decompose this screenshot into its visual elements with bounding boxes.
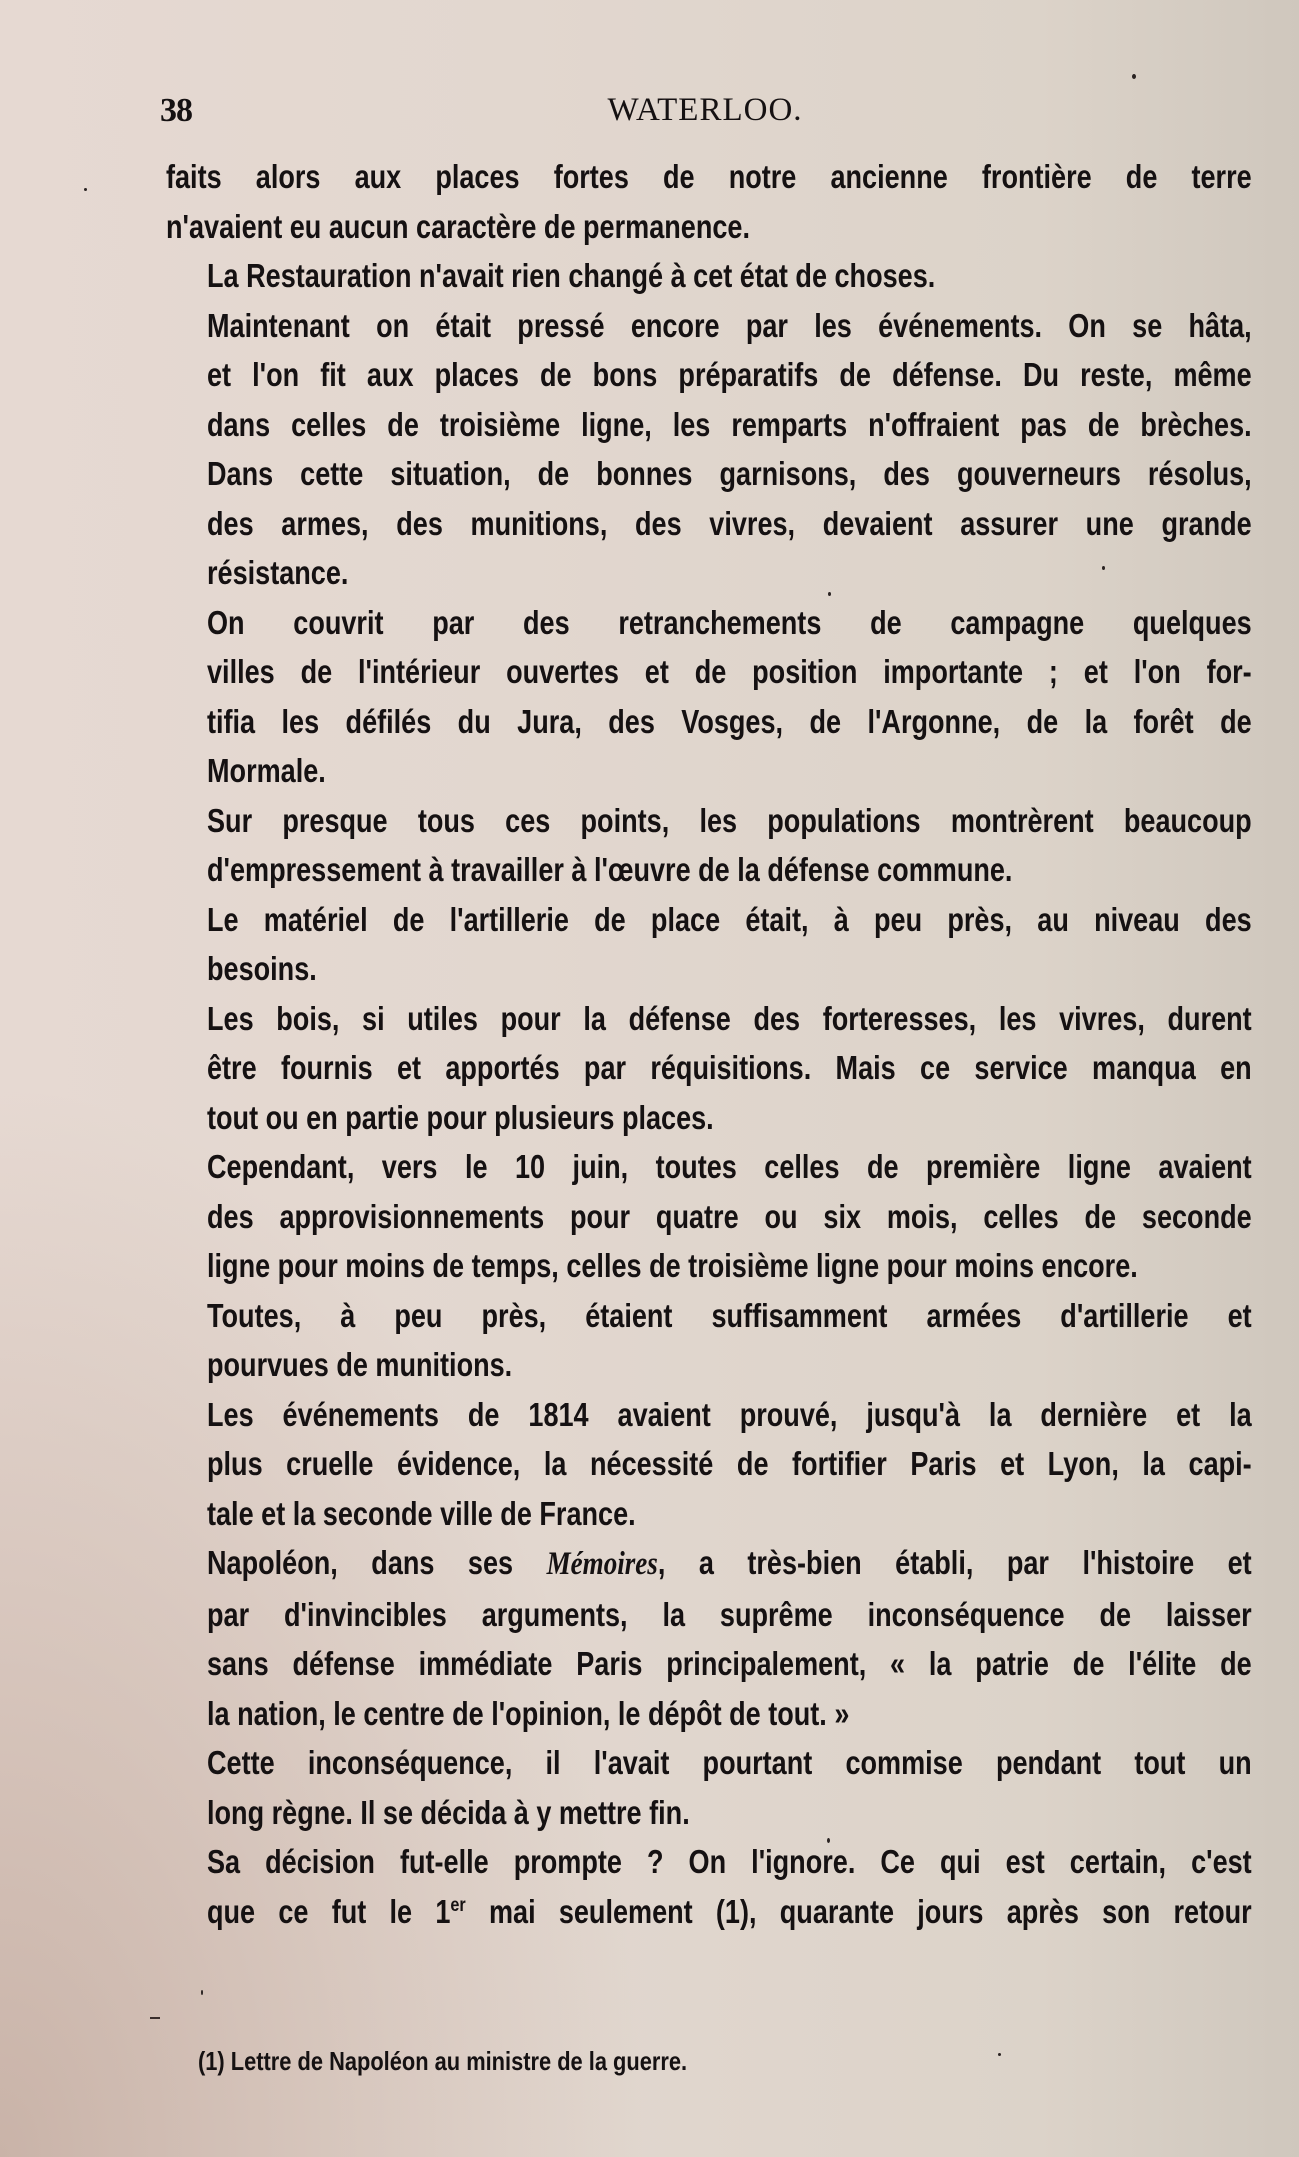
- text-line: besoins.: [207, 950, 317, 987]
- footnote-text: Lettre de Napoléon au ministre de la guerre.: [230, 2046, 688, 2076]
- text-span: mai seulement (1), quarante jours après son retour: [465, 1892, 1252, 1930]
- paper-speck: [828, 592, 831, 596]
- text-line: tale et la seconde ville de France.: [207, 1494, 636, 1532]
- paragraph-11: [166, 1538, 1252, 1738]
- page-number: 38: [160, 92, 192, 129]
- text-line: Cette inconséquence, il l'avait pourtant commise pendant tout un: [207, 1744, 1252, 1781]
- paragraph-3: [166, 301, 1252, 598]
- footnote-marker: (1): [198, 2046, 225, 2076]
- paragraph-7: [166, 994, 1252, 1143]
- text-line: Le matériel de l'artillerie de place était, à peu près, au niveau des: [207, 900, 1252, 938]
- text-line: La Restauration n'avait rien changé à cet état de choses.: [207, 257, 936, 294]
- text-line: Toutes, à peu près, étaient suffisamment armées d'artillerie et: [207, 1296, 1252, 1334]
- text-span: , a très-bien établi, par l'histoire et: [657, 1544, 1252, 1581]
- paragraph-13: [166, 1837, 1252, 1936]
- text-line: la nation, le centre de l'opinion, le dépôt de tout. »: [207, 1694, 850, 1732]
- text-line: On couvrit par des retranchements de campagne quelques: [207, 603, 1252, 641]
- text-line: n'avaient eu aucun caractère de permanence.: [166, 207, 750, 245]
- text-line: par d'invincibles arguments, la suprême inconséquence de laisser: [207, 1595, 1252, 1633]
- paragraph-1: [166, 152, 1252, 251]
- text-line: sans défense immédiate Paris principalement, « la patrie de l'élite de: [207, 1645, 1252, 1682]
- running-title: WATERLOO.: [607, 92, 803, 128]
- footnote-separator: [150, 2017, 160, 2019]
- text-line: villes de l'intérieur ouvertes et de position importante ; et l'on for-: [207, 653, 1252, 690]
- text-line: des armes, des munitions, des vivres, devaient assurer une grande: [207, 504, 1252, 542]
- text-line: Sa décision fut-elle prompte ? On l'ignore. Ce qui est certain, c'est: [207, 1843, 1252, 1880]
- text-line: Cependant, vers le 10 juin, toutes celles de première ligne avaient: [207, 1148, 1252, 1185]
- text-line: Les bois, si utiles pour la défense des forteresses, les vivres, durent: [207, 999, 1252, 1037]
- text-line: plus cruelle évidence, la nécessité de fortifier Paris et Lyon, la capi-: [207, 1445, 1252, 1482]
- paragraph-2: [166, 251, 1252, 301]
- paper-speck: [201, 1990, 203, 1995]
- text-line: être fournis et apportés par réquisitions. Mais ce service manqua en: [207, 1049, 1252, 1086]
- ordinal-superscript: er: [450, 1893, 466, 1916]
- paragraph-5: [166, 796, 1252, 895]
- text-line: long règne. Il se décida à y mettre fin.: [207, 1793, 690, 1831]
- paper-speck: [998, 2053, 1001, 2056]
- body-text: [166, 152, 1252, 1936]
- text-line: [166, 1887, 1252, 1937]
- text-line: Maintenant on était pressé encore par les événements. On se hâta,: [207, 306, 1252, 344]
- text-line: [166, 1538, 1252, 1590]
- text-line: ligne pour moins de temps, celles de troisième ligne pour moins encore.: [207, 1247, 1138, 1284]
- text-line: tout ou en partie pour plusieurs places.: [207, 1098, 714, 1136]
- text-line: faits alors aux places fortes de notre ancienne frontière de terre: [166, 158, 1252, 195]
- paper-speck: [84, 188, 87, 191]
- paragraph-12: [166, 1738, 1252, 1837]
- italic-title: Mémoires: [546, 1546, 658, 1582]
- text-line: des approvisionnements pour quatre ou six mois, celles de seconde: [207, 1197, 1252, 1235]
- paragraph-6: [166, 895, 1252, 994]
- text-line: et l'on fit aux places de bons préparatifs de défense. Du reste, même: [207, 356, 1252, 393]
- text-line: Les événements de 1814 avaient prouvé, jusqu'à la dernière et la: [207, 1395, 1252, 1433]
- text-line: résistance.: [207, 554, 349, 591]
- footnote: [198, 2046, 687, 2077]
- text-line: Dans cette situation, de bonnes garnisons, des gouverneurs résolus,: [207, 455, 1252, 492]
- text-line: Mormale.: [207, 752, 326, 789]
- text-line: Sur presque tous ces points, les populations montrèrent beaucoup: [207, 801, 1252, 839]
- text-line: pourvues de munitions.: [207, 1346, 513, 1383]
- text-line: dans celles de troisième ligne, les remparts n'offraient pas de brèches.: [207, 405, 1252, 443]
- text-line: d'empressement à travailler à l'œuvre de la défense commune.: [207, 851, 1013, 888]
- paper-speck: [1102, 566, 1105, 570]
- running-head: [160, 92, 1250, 142]
- paragraph-4: [166, 598, 1252, 796]
- paragraph-9: [166, 1291, 1252, 1390]
- text-line: tifia les défilés du Jura, des Vosges, de l'Argonne, de la forêt de: [207, 702, 1252, 740]
- paragraph-8: [166, 1142, 1252, 1291]
- paragraph-10: [166, 1390, 1252, 1539]
- text-span: Napoléon, dans ses: [207, 1544, 547, 1581]
- text-span: que ce fut le 1: [207, 1892, 451, 1930]
- paper-speck: [1132, 74, 1136, 79]
- paper-speck: [827, 1838, 830, 1843]
